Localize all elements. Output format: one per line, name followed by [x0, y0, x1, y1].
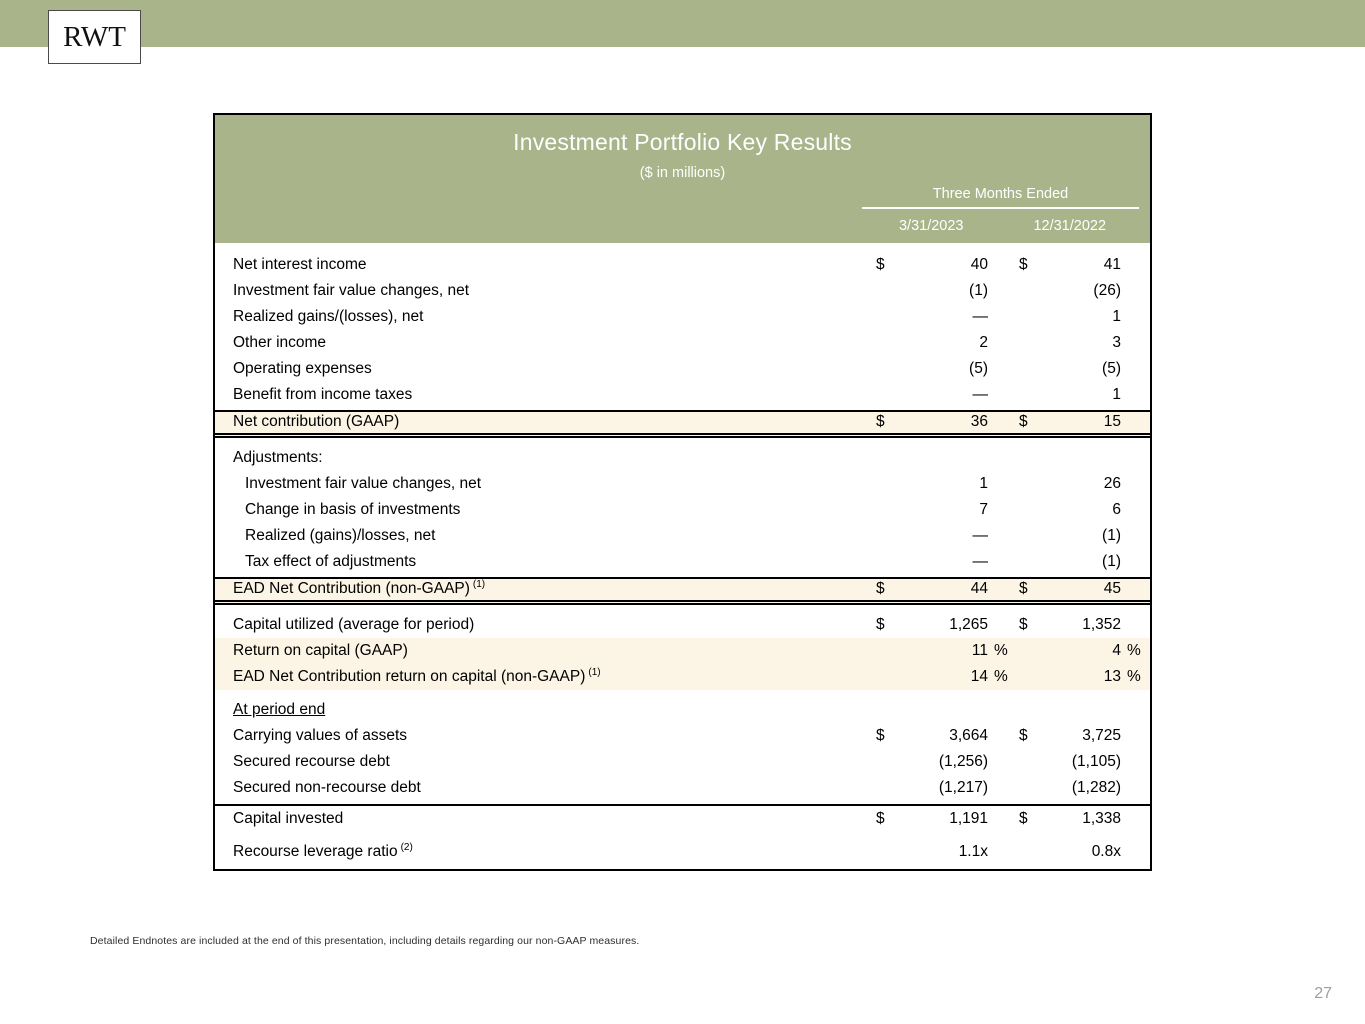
- value-current: —: [972, 307, 988, 325]
- footnote: Detailed Endnotes are included at the end of this presentation, including details regarding our non-GAAP measures.: [90, 935, 640, 947]
- table-subtitle: ($ in millions): [639, 165, 726, 181]
- value-prior: 13: [1103, 667, 1121, 685]
- value-prior: 26: [1103, 474, 1121, 492]
- row-label: Realized gains/(losses), net: [233, 307, 424, 325]
- value-current: 7: [979, 500, 988, 518]
- row-label: Return on capital (GAAP): [233, 641, 408, 659]
- page-number: 27: [1314, 985, 1332, 1002]
- dollar-sign-current: $: [876, 809, 885, 827]
- value-prior: 15: [1103, 413, 1121, 431]
- row-label: Tax effect of adjustments: [245, 552, 417, 570]
- value-current: 1.1x: [958, 842, 988, 860]
- table-row: [215, 523, 1150, 549]
- value-current: (1,217): [938, 778, 988, 796]
- value-prior: 1: [1112, 385, 1121, 403]
- value-prior: (26): [1093, 281, 1121, 299]
- row-label: Net contribution (GAAP): [233, 413, 400, 431]
- value-current: 1,265: [949, 615, 988, 633]
- unit-current: %: [994, 641, 1008, 659]
- row-label: Adjustments:: [233, 448, 323, 466]
- table-row: [215, 330, 1150, 356]
- row-label: EAD Net Contribution (non-GAAP) $^{(1)}$: [233, 579, 486, 598]
- logo-text: RWT: [63, 20, 126, 53]
- table-row: [215, 749, 1150, 775]
- value-prior: 4: [1112, 641, 1121, 659]
- table-row: [215, 252, 1150, 278]
- table-body: [215, 243, 1150, 869]
- dollar-sign-prior: $: [1019, 580, 1028, 598]
- column-header-current: 3/31/2023: [898, 218, 964, 234]
- dollar-sign-current: $: [876, 615, 885, 633]
- top-banner: [0, 0, 1365, 47]
- table-row: [215, 278, 1150, 304]
- row-label: Carrying values of assets: [233, 726, 408, 744]
- unit-prior: %: [1127, 641, 1141, 659]
- dollar-sign-current: $: [876, 726, 885, 744]
- footnote-marker: (2): [400, 841, 413, 853]
- table-row: [215, 804, 1150, 832]
- period-header-block: [862, 186, 1139, 234]
- table-title: Investment Portfolio Key Results: [513, 129, 852, 155]
- table-row: [215, 612, 1150, 638]
- value-prior: 3,725: [1082, 726, 1121, 744]
- row-label: Secured recourse debt: [233, 752, 390, 770]
- table-row: [215, 549, 1150, 575]
- value-prior: (1,282): [1071, 778, 1121, 796]
- row-label: Investment fair value changes, net: [233, 281, 470, 299]
- value-prior: (1,105): [1071, 752, 1121, 770]
- footnote-marker: (1): [588, 666, 601, 678]
- value-current: —: [972, 385, 988, 403]
- value-current: —: [972, 552, 988, 570]
- value-current: (1,256): [938, 752, 988, 770]
- row-label: Benefit from income taxes: [233, 385, 413, 403]
- value-current: 14: [970, 667, 988, 685]
- row-label: EAD Net Contribution return on capital (non-GAAP) $^{(1)}$: [233, 666, 601, 685]
- value-prior: 1,338: [1082, 809, 1121, 827]
- table-row: [215, 664, 1150, 690]
- value-prior: 41: [1103, 255, 1121, 273]
- table-row: [215, 839, 1150, 865]
- column-headers: [862, 218, 1139, 234]
- table-row: [215, 382, 1150, 408]
- table-row: [215, 577, 1150, 605]
- table-row: [215, 497, 1150, 523]
- row-label: Other income: [233, 333, 327, 351]
- row-label: Net interest income: [233, 255, 367, 273]
- dollar-sign-prior: $: [1019, 615, 1028, 633]
- value-prior: 0.8x: [1091, 842, 1121, 860]
- row-label: Capital utilized (average for period): [233, 615, 475, 633]
- value-current: 36: [970, 413, 988, 431]
- value-current: —: [972, 526, 988, 544]
- value-current: 3,664: [949, 726, 988, 744]
- value-prior: (1): [1102, 552, 1121, 570]
- row-label: Change in basis of investments: [245, 500, 461, 518]
- table-row: [215, 304, 1150, 330]
- unit-current: %: [994, 667, 1008, 685]
- dollar-sign-current: $: [876, 413, 885, 431]
- value-current: (5): [969, 359, 988, 377]
- table-row: [215, 723, 1150, 749]
- value-current: 11: [971, 641, 988, 659]
- table-row: [215, 445, 1150, 471]
- row-label: Investment fair value changes, net: [245, 474, 482, 492]
- row-label: Recourse leverage ratio $^{(2)}$: [233, 841, 413, 860]
- dollar-sign-current: $: [876, 255, 885, 273]
- dollar-sign-prior: $: [1019, 809, 1028, 827]
- table-header: [215, 115, 1150, 243]
- unit-prior: %: [1127, 667, 1141, 685]
- value-current: 2: [979, 333, 988, 351]
- column-header-prior: 12/31/2022: [1033, 218, 1107, 234]
- value-prior: 1,352: [1082, 615, 1121, 633]
- value-current: 1,191: [949, 809, 988, 827]
- value-current: 1: [979, 474, 988, 492]
- row-label: Realized (gains)/losses, net: [245, 526, 436, 544]
- value-prior: 6: [1112, 500, 1121, 518]
- value-prior: 45: [1103, 580, 1121, 598]
- row-label: Secured non-recourse debt: [233, 778, 421, 796]
- value-prior: (5): [1102, 359, 1121, 377]
- row-label: Capital invested: [233, 809, 344, 827]
- value-current: 40: [970, 255, 988, 273]
- dollar-sign-prior: $: [1019, 413, 1028, 431]
- table-row: [215, 697, 1150, 723]
- row-label: Operating expenses: [233, 359, 372, 377]
- value-current: 44: [970, 580, 988, 598]
- table-row: [215, 410, 1150, 438]
- table-row: [215, 775, 1150, 801]
- value-current: (1): [969, 281, 988, 299]
- results-table: [213, 113, 1152, 871]
- value-prior: 1: [1112, 307, 1121, 325]
- table-row: [215, 356, 1150, 382]
- period-header: Three Months Ended: [862, 186, 1139, 209]
- dollar-sign-prior: $: [1019, 255, 1028, 273]
- dollar-sign-prior: $: [1019, 726, 1028, 744]
- company-logo: [48, 10, 141, 64]
- table-row: [215, 471, 1150, 497]
- row-label: At period end: [233, 700, 326, 718]
- dollar-sign-current: $: [876, 580, 885, 598]
- footnote-marker: (1): [472, 579, 486, 591]
- table-row: [215, 638, 1150, 664]
- value-prior: (1): [1102, 526, 1121, 544]
- value-prior: 3: [1112, 333, 1121, 351]
